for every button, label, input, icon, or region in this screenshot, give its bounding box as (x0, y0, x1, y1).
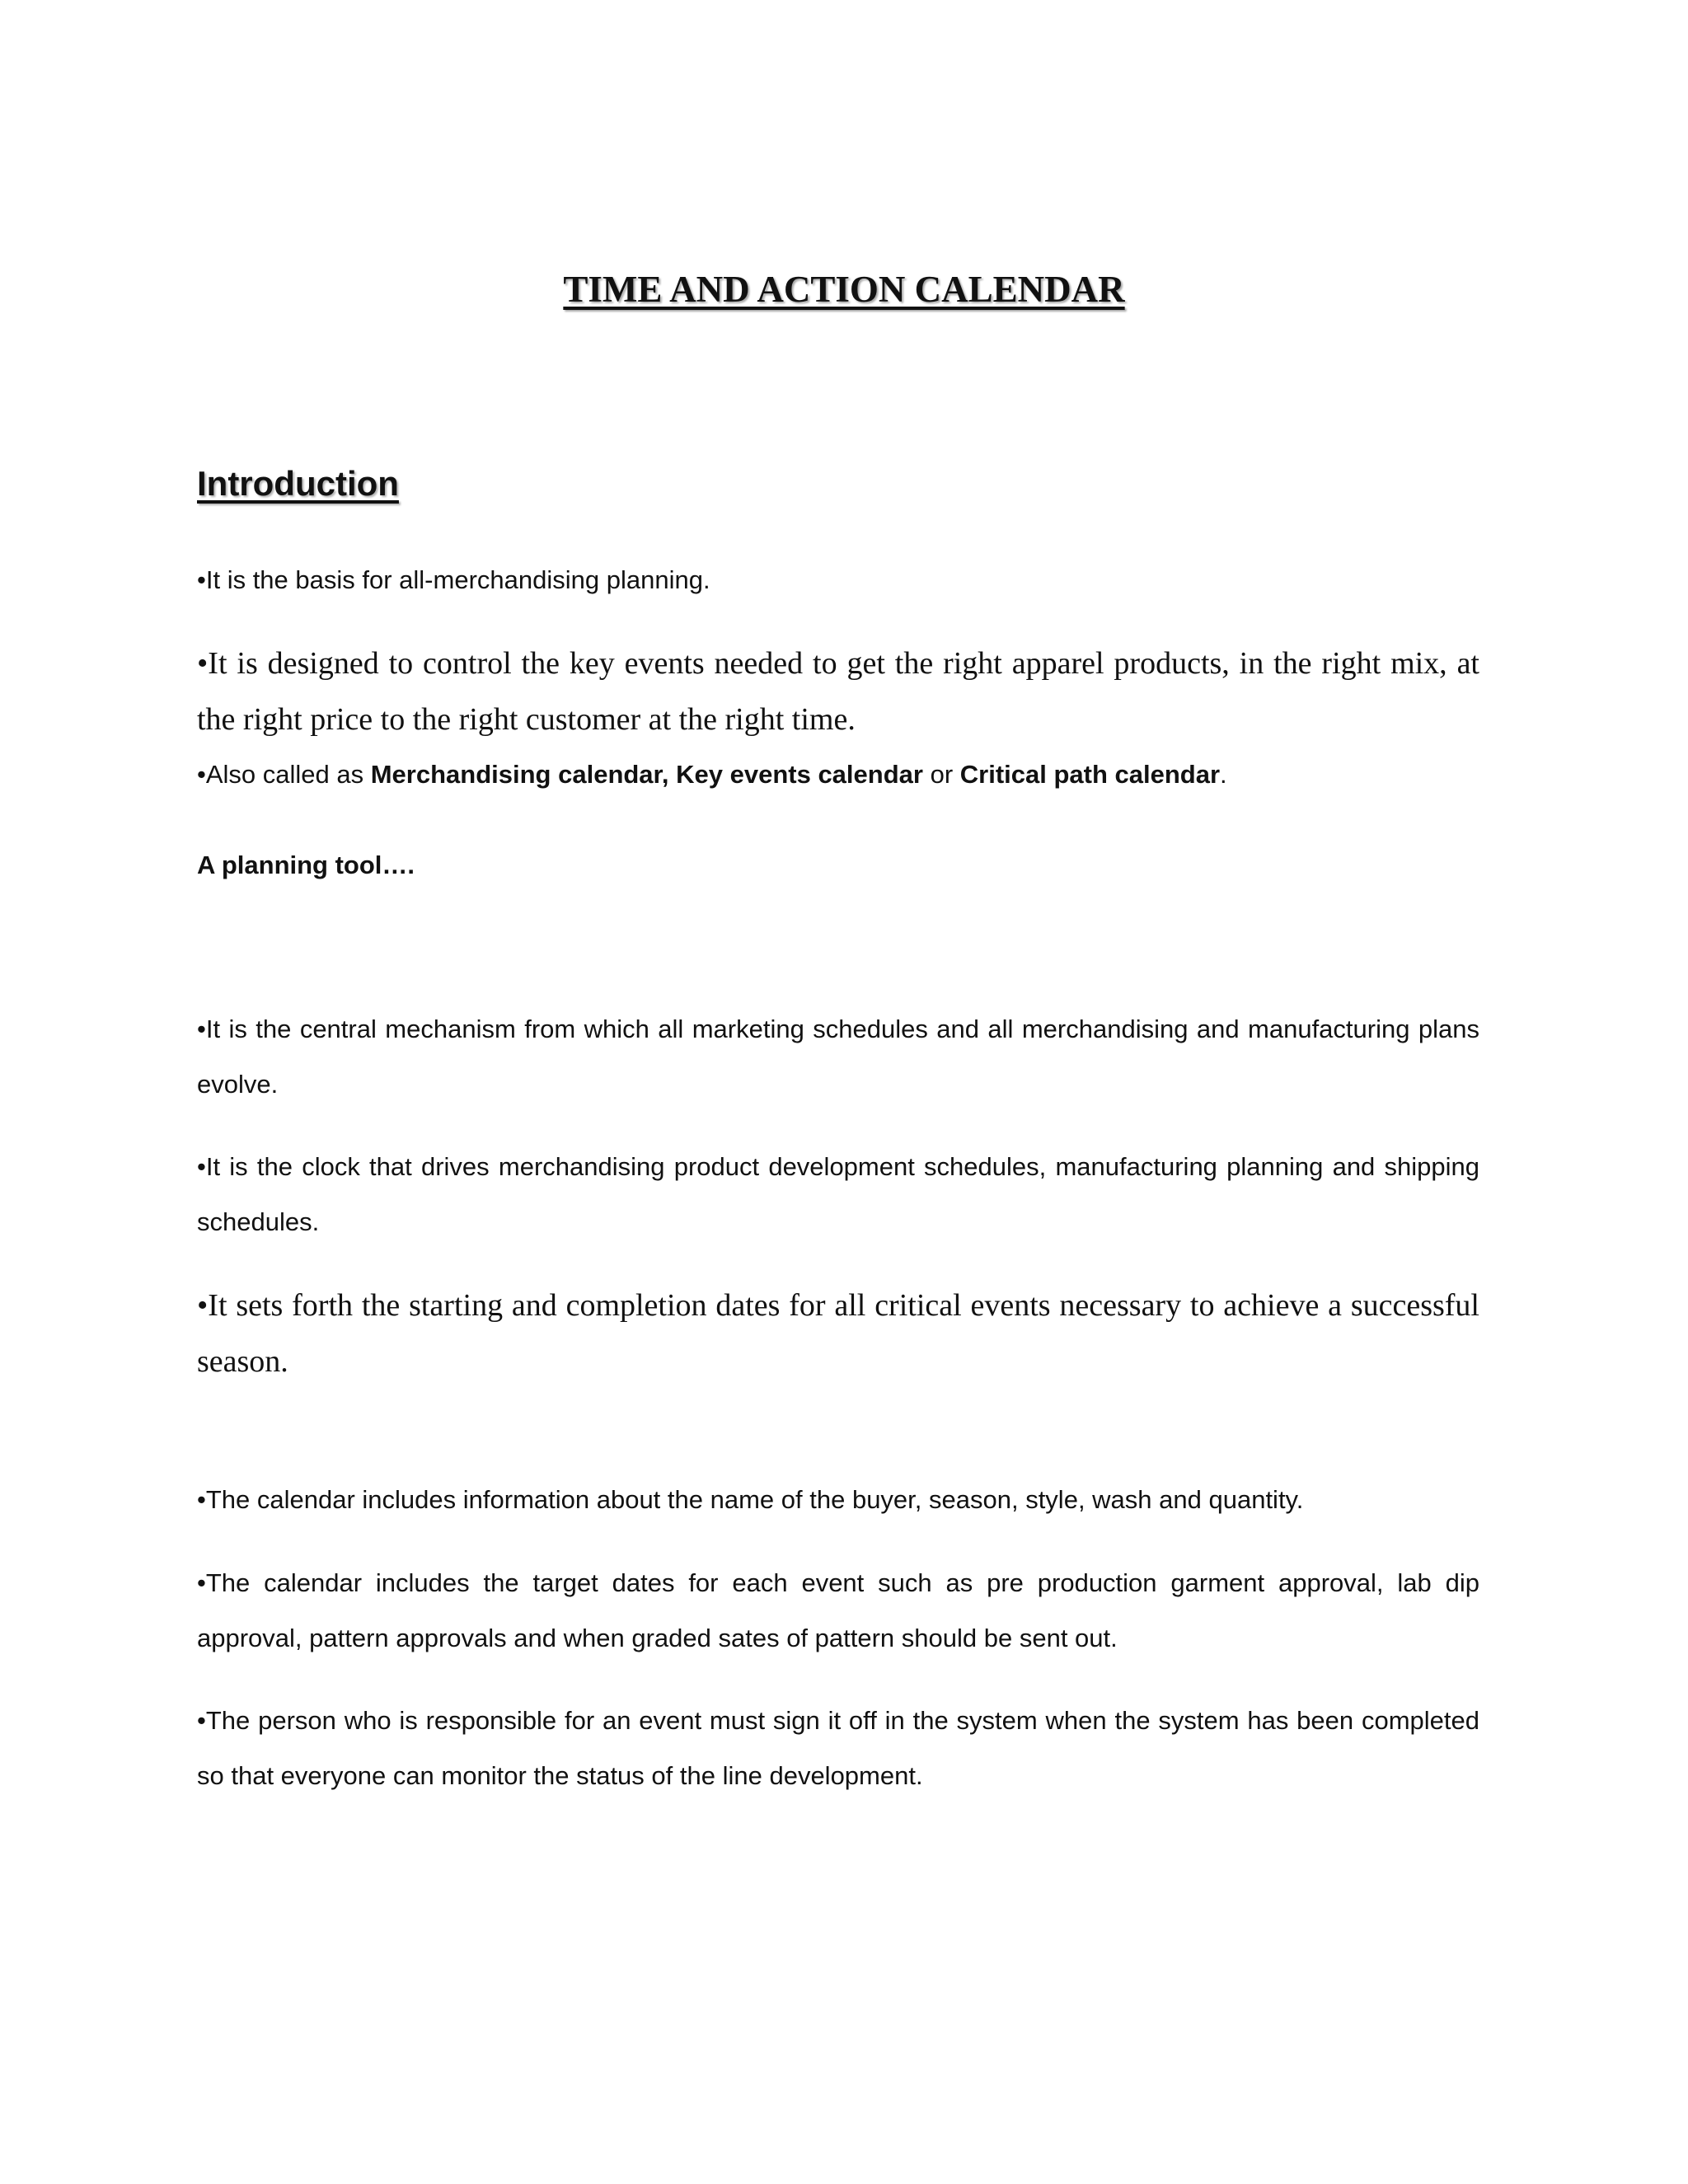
paragraph-target-dates: •The calendar includes the target dates for each event such as pre production garment approval, lab dip approval, pattern approvals and when graded sates of pattern should be sent out. (197, 1568, 1479, 1652)
paragraph-central-mechanism: •It is the central mechanism from which all marketing schedules and all merchandising and manufacturing plans evolve. (197, 1015, 1479, 1099)
paragraph-basis: •It is the basis for all-merchandising planning. (197, 565, 710, 594)
paragraph-also-called (197, 747, 1479, 802)
section-heading-introduction: Introduction (197, 464, 399, 503)
also-called-mid: or (922, 760, 960, 789)
paragraph-responsible-person: •The person who is responsible for an event must sign it off in the system when the system has been completed so that everyone can monitor the status of the line development. (197, 1706, 1479, 1790)
paragraph-clock: •It is the clock that drives merchandising product development schedules, manufacturing planning and shipping schedules. (197, 1152, 1479, 1236)
document-title: TIME AND ACTION CALENDAR (563, 269, 1125, 310)
also-called-suffix: . (1220, 760, 1227, 789)
calendar-names-term: Merchandising calendar, Key events calendar (370, 760, 923, 789)
subheading-planning-tool: A planning tool…. (197, 851, 415, 879)
paragraph-calendar-info: •The calendar includes information about the name of the buyer, season, style, wash and quantity. (197, 1485, 1304, 1514)
also-called-prefix: •Also called as (197, 760, 371, 789)
critical-path-term: Critical path calendar (959, 760, 1221, 789)
paragraph-sets-forth: •It sets forth the starting and completion dates for all critical events necessary to achieve a successful season. (197, 1288, 1479, 1379)
paragraph-designed: •It is designed to control the key events needed to get the right apparel products, in the right mix, at the right price to the right customer at the right time. (197, 646, 1479, 737)
